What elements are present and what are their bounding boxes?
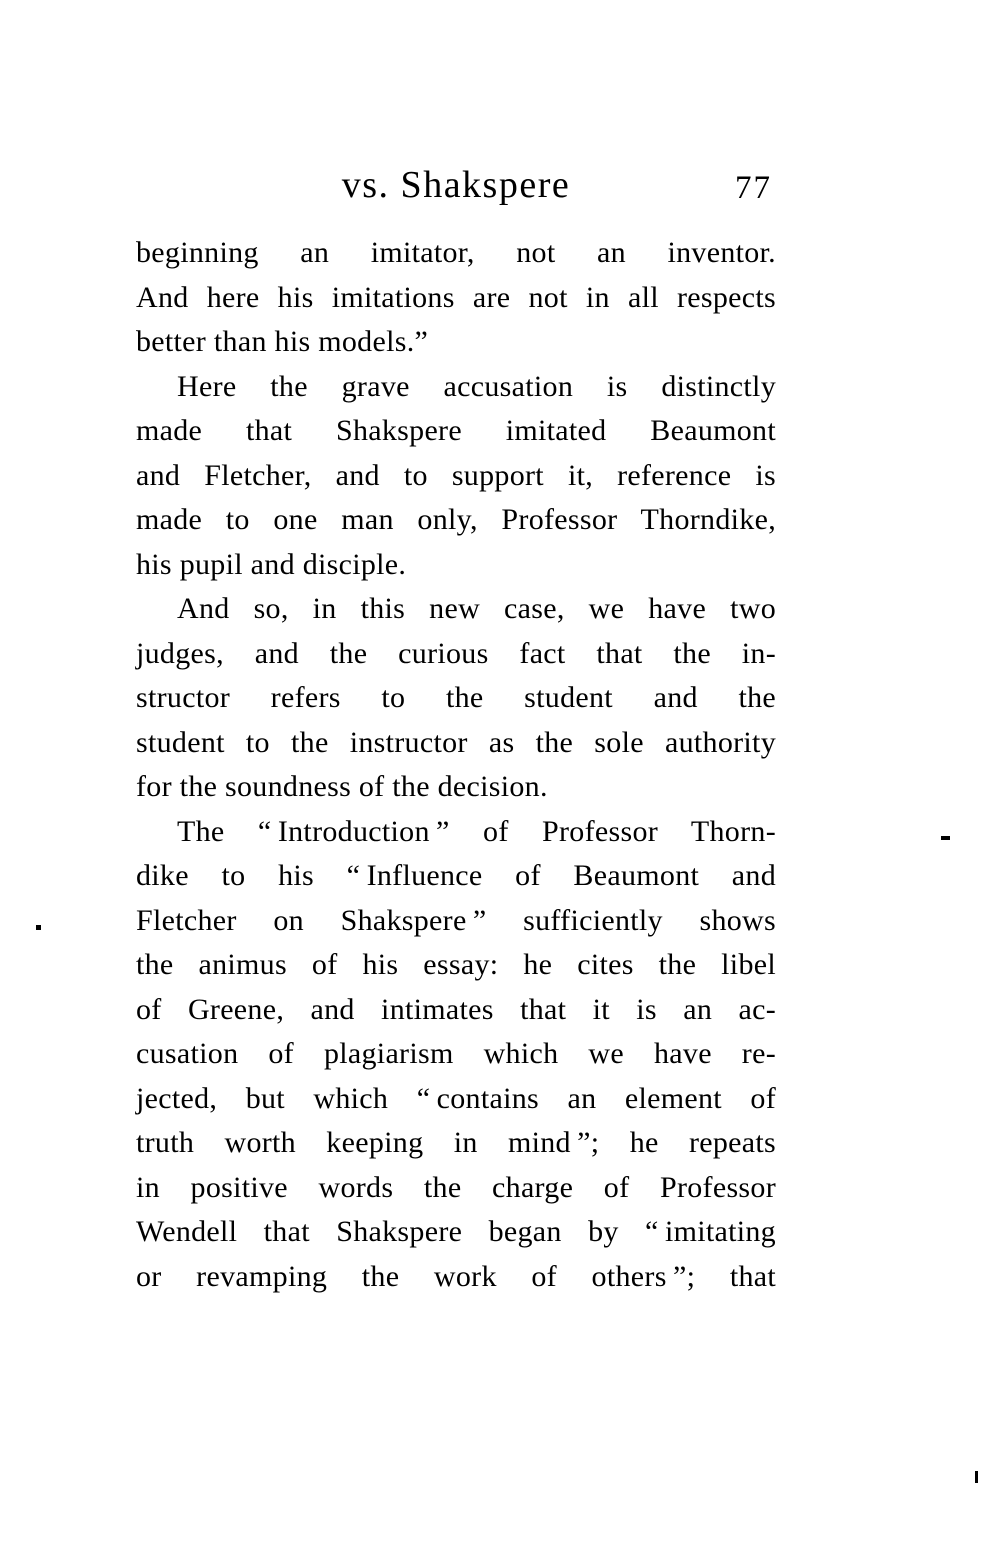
text-line: the animus of his essay: he cites the libel [136,948,776,981]
text-line: The “ Introduction ” of Professor Thorn- [177,814,776,848]
text-line: jected, but which “ contains an element of [136,1081,776,1115]
text-block [136,231,776,1299]
text-line: truth worth keeping in mind ”; he repeats [136,1126,776,1159]
page-number: 77 [735,170,772,206]
running-header [136,163,776,209]
scan-speck-right-margin [941,836,950,840]
text-line: of Greene, and intimates that it is an ac- [136,992,776,1026]
scan-speck-bottom-right [975,1471,978,1483]
text-line: And so, in this new case, we have two [177,592,776,625]
text-line: cusation of plagiarism which we have re- [136,1037,776,1070]
scan-speck-left-margin [36,925,41,930]
text-line: made that Shakspere imitated Beaumont [136,414,776,447]
text-line: And here his imitations are not in all respects [136,280,776,314]
text-line: dike to his “ Influence of Beaumont and [136,859,776,892]
text-line: or revamping the work of others ”; that [136,1259,776,1293]
running-header-title: vs. Shakspere [341,164,571,206]
text-line: structor refers to the student and the [136,681,776,714]
text-line: his pupil and disciple. [136,547,407,581]
text-line: student to the instructor as the sole authority [136,725,776,759]
text-line: Here the grave accusation is distinctly [177,369,776,403]
text-line: for the soundness of the decision. [136,770,548,803]
text-line: better than his models.” [136,325,429,358]
text-line: in positive words the charge of Professor [136,1170,776,1204]
text-line: Fletcher on Shakspere ” sufficiently shows [136,903,776,937]
text-line: made to one man only, Professor Thorndike, [136,503,776,536]
text-line: judges, and the curious fact that the in- [136,636,776,670]
text-line: and Fletcher, and to support it, reference is [136,458,776,492]
text-line: Wendell that Shakspere began by “ imitating [136,1215,776,1248]
text-line: beginning an imitator, not an inventor. [136,236,776,269]
